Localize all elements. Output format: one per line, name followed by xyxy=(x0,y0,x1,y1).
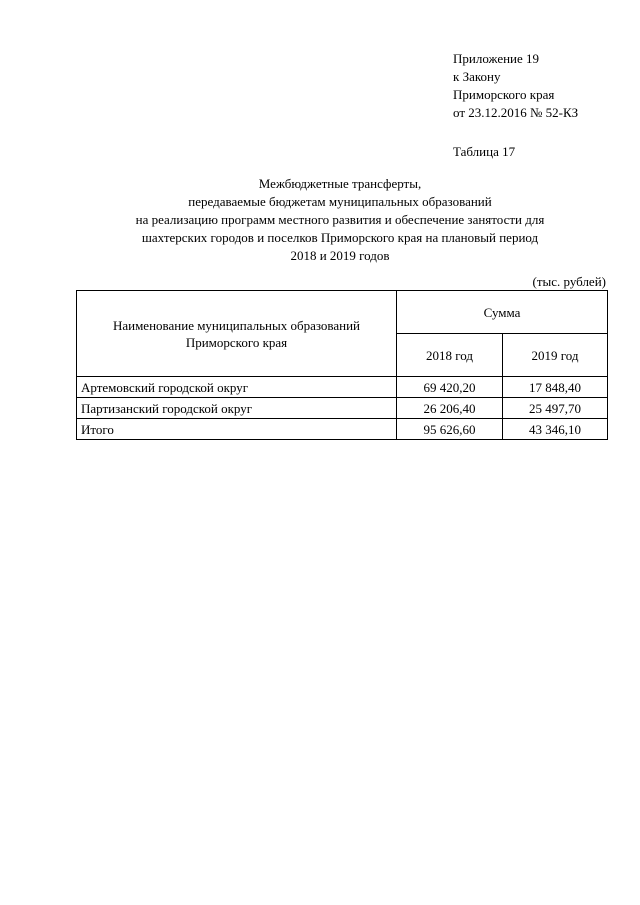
transfers-table xyxy=(76,290,608,440)
table-row xyxy=(77,398,608,419)
title-line: шахтерских городов и поселков Приморского края на плановый период xyxy=(141,230,539,245)
document-title xyxy=(60,175,620,265)
table-total-row xyxy=(77,419,608,440)
total-value-2018: 95 626,60 xyxy=(397,419,503,440)
title-line: 2018 и 2019 годов xyxy=(290,248,390,263)
table-row xyxy=(77,377,608,398)
row-name: Партизанский городской округ xyxy=(77,398,397,419)
title-line: передаваемые бюджетам муниципальных образований xyxy=(188,194,492,209)
header-year-2018: 2018 год xyxy=(397,334,503,377)
units-label: (тыс. рублей) xyxy=(532,274,606,289)
appendix-line: Приморского края xyxy=(453,87,555,102)
appendix-header xyxy=(453,50,578,122)
title-line: на реализацию программ местного развития и обеспечение занятости для xyxy=(135,212,545,227)
title-line: Межбюджетные трансферты, xyxy=(258,176,422,191)
row-value-2018: 69 420,20 xyxy=(397,377,503,398)
appendix-line: к Закону xyxy=(453,69,501,84)
row-value-2019: 25 497,70 xyxy=(503,398,608,419)
row-value-2018: 26 206,40 xyxy=(397,398,503,419)
total-value-2019: 43 346,10 xyxy=(503,419,608,440)
header-name: Наименование муниципальных образований Приморского края xyxy=(77,291,397,377)
table-number: Таблица 17 xyxy=(453,144,516,159)
header-year-2019: 2019 год xyxy=(503,334,608,377)
appendix-line: от 23.12.2016 № 52-КЗ xyxy=(453,105,579,120)
total-name: Итого xyxy=(77,419,397,440)
header-sum: Сумма xyxy=(397,291,608,334)
appendix-line: Приложение 19 xyxy=(453,51,540,66)
row-name: Артемовский городской округ xyxy=(77,377,397,398)
row-value-2019: 17 848,40 xyxy=(503,377,608,398)
